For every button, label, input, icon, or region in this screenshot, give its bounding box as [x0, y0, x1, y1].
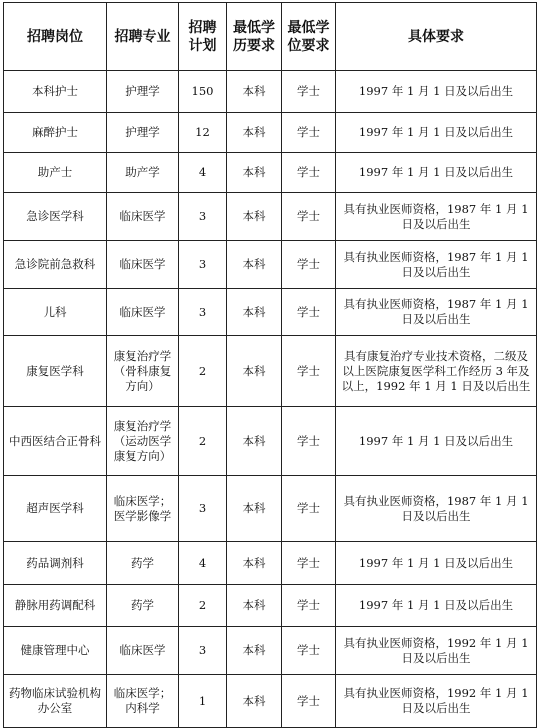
header-requirements: 具体要求 — [336, 3, 537, 71]
cell-degree: 学士 — [282, 71, 336, 113]
cell-degree: 学士 — [282, 336, 336, 407]
cell-degree: 学士 — [282, 675, 336, 728]
table-row — [4, 241, 537, 289]
cell-education: 本科 — [227, 675, 282, 728]
cell-position: 儿科 — [4, 289, 107, 336]
header-plan: 招聘计划 — [179, 3, 227, 71]
cell-plan: 2 — [179, 585, 227, 627]
cell-major: 临床医学 — [107, 241, 179, 289]
cell-major: 康复治疗学（运动医学康复方向） — [107, 407, 179, 476]
cell-requirement: 1997 年 1 月 1 日及以后出生 — [336, 71, 537, 113]
cell-position: 麻醉护士 — [4, 113, 107, 153]
cell-degree: 学士 — [282, 627, 336, 675]
cell-requirement: 具有康复治疗专业技术资格，二级及以上医院康复医学科工作经历 3 年及以上，1992 年 1 月 1 日及以后出生 — [336, 336, 537, 407]
cell-position: 超声医学科 — [4, 476, 107, 542]
header-education: 最低学历要求 — [227, 3, 282, 71]
cell-major: 临床医学；内科学 — [107, 675, 179, 728]
cell-plan: 1 — [179, 675, 227, 728]
cell-major: 护理学 — [107, 113, 179, 153]
cell-degree: 学士 — [282, 585, 336, 627]
table-row — [4, 289, 537, 336]
cell-position: 药物临床试验机构办公室 — [4, 675, 107, 728]
cell-degree: 学士 — [282, 542, 336, 585]
header-degree: 最低学位要求 — [282, 3, 336, 71]
table-row — [4, 71, 537, 113]
cell-major: 临床医学 — [107, 289, 179, 336]
table-row — [4, 675, 537, 728]
cell-degree: 学士 — [282, 113, 336, 153]
cell-major: 临床医学 — [107, 193, 179, 241]
cell-requirement: 1997 年 1 月 1 日及以后出生 — [336, 407, 537, 476]
table-row — [4, 627, 537, 675]
cell-plan: 2 — [179, 407, 227, 476]
cell-education: 本科 — [227, 241, 282, 289]
table-row — [4, 542, 537, 585]
cell-degree: 学士 — [282, 407, 336, 476]
cell-major: 助产学 — [107, 153, 179, 193]
cell-major: 临床医学 — [107, 627, 179, 675]
cell-degree: 学士 — [282, 193, 336, 241]
cell-requirement: 具有执业医师资格，1992 年 1 月 1 日及以后出生 — [336, 627, 537, 675]
cell-education: 本科 — [227, 407, 282, 476]
header-position: 招聘岗位 — [4, 3, 107, 71]
cell-requirement: 具有执业医师资格，1987 年 1 月 1 日及以后出生 — [336, 193, 537, 241]
cell-requirement: 具有执业医师资格，1987 年 1 月 1 日及以后出生 — [336, 476, 537, 542]
cell-education: 本科 — [227, 336, 282, 407]
cell-education: 本科 — [227, 113, 282, 153]
cell-requirement: 1997 年 1 月 1 日及以后出生 — [336, 585, 537, 627]
cell-plan: 3 — [179, 476, 227, 542]
table-row — [4, 153, 537, 193]
table-row — [4, 476, 537, 542]
cell-degree: 学士 — [282, 241, 336, 289]
cell-plan: 3 — [179, 193, 227, 241]
cell-major: 康复治疗学（骨科康复方向） — [107, 336, 179, 407]
cell-major: 护理学 — [107, 71, 179, 113]
cell-education: 本科 — [227, 153, 282, 193]
cell-requirement: 具有执业医师资格，1987 年 1 月 1 日及以后出生 — [336, 241, 537, 289]
cell-education: 本科 — [227, 289, 282, 336]
cell-plan: 150 — [179, 71, 227, 113]
table-row — [4, 407, 537, 476]
cell-major: 药学 — [107, 542, 179, 585]
recruitment-table — [3, 2, 537, 728]
cell-position: 助产士 — [4, 153, 107, 193]
cell-degree: 学士 — [282, 153, 336, 193]
cell-position: 中西医结合正骨科 — [4, 407, 107, 476]
cell-plan: 4 — [179, 153, 227, 193]
cell-plan: 3 — [179, 289, 227, 336]
cell-plan: 3 — [179, 241, 227, 289]
cell-position: 康复医学科 — [4, 336, 107, 407]
cell-requirement: 1997 年 1 月 1 日及以后出生 — [336, 542, 537, 585]
header-row — [4, 3, 537, 71]
cell-education: 本科 — [227, 542, 282, 585]
cell-major: 临床医学；医学影像学 — [107, 476, 179, 542]
cell-plan: 3 — [179, 627, 227, 675]
cell-requirement: 1997 年 1 月 1 日及以后出生 — [336, 153, 537, 193]
cell-position: 急诊医学科 — [4, 193, 107, 241]
cell-position: 健康管理中心 — [4, 627, 107, 675]
recruitment-table-container — [3, 2, 537, 728]
cell-plan: 12 — [179, 113, 227, 153]
cell-education: 本科 — [227, 71, 282, 113]
cell-education: 本科 — [227, 585, 282, 627]
table-body — [4, 71, 537, 728]
cell-plan: 2 — [179, 336, 227, 407]
cell-education: 本科 — [227, 193, 282, 241]
cell-position: 静脉用药调配科 — [4, 585, 107, 627]
table-row — [4, 336, 537, 407]
table-row — [4, 585, 537, 627]
cell-requirement: 具有执业医师资格，1987 年 1 月 1 日及以后出生 — [336, 289, 537, 336]
cell-degree: 学士 — [282, 289, 336, 336]
cell-education: 本科 — [227, 476, 282, 542]
table-row — [4, 193, 537, 241]
cell-position: 药品调剂科 — [4, 542, 107, 585]
cell-degree: 学士 — [282, 476, 336, 542]
cell-requirement: 具有执业医师资格，1992 年 1 月 1 日及以后出生 — [336, 675, 537, 728]
cell-requirement: 1997 年 1 月 1 日及以后出生 — [336, 113, 537, 153]
header-major: 招聘专业 — [107, 3, 179, 71]
cell-position: 本科护士 — [4, 71, 107, 113]
cell-plan: 4 — [179, 542, 227, 585]
table-row — [4, 113, 537, 153]
cell-education: 本科 — [227, 627, 282, 675]
cell-position: 急诊院前急救科 — [4, 241, 107, 289]
cell-major: 药学 — [107, 585, 179, 627]
